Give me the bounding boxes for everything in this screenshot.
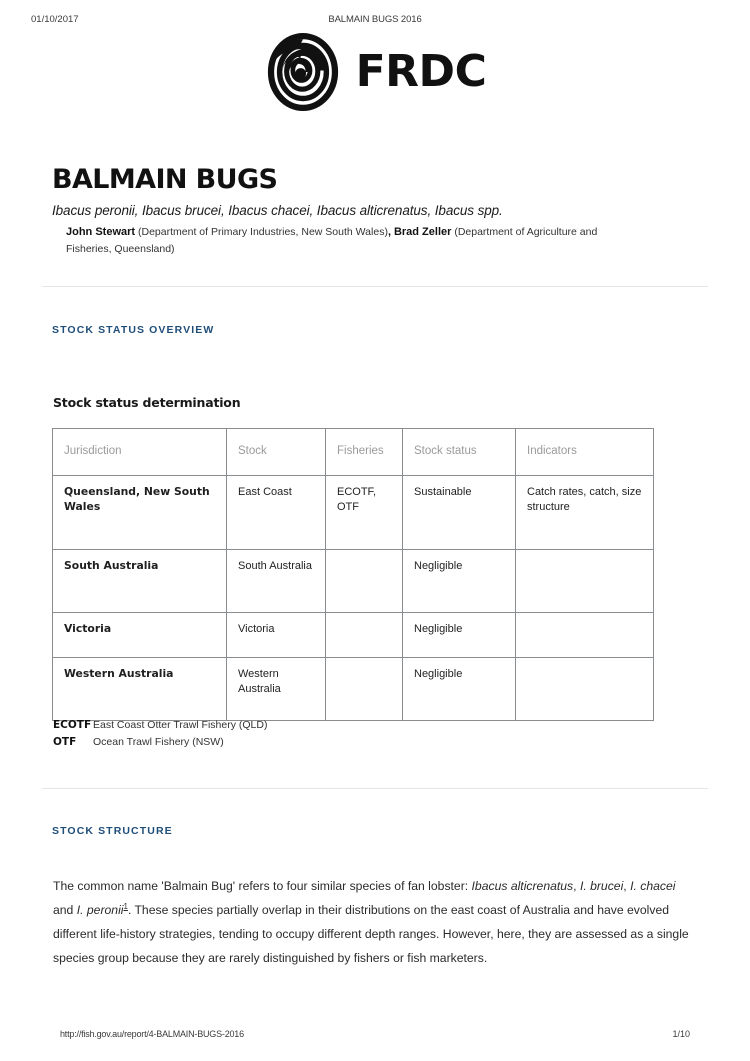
- table-row: [53, 476, 654, 550]
- author-list: [66, 224, 600, 257]
- cell-jurisdiction: South Australia: [53, 550, 227, 613]
- stock-structure-paragraph: [53, 875, 695, 970]
- column-header-fisheries: Fisheries: [326, 429, 403, 476]
- cell-fisheries: [326, 550, 403, 613]
- cell-jurisdiction: Queensland, New South Wales: [53, 476, 227, 550]
- cell-jurisdiction: Western Australia: [53, 658, 227, 721]
- print-header: [0, 14, 750, 28]
- cell-stock-status: Sustainable: [403, 476, 516, 550]
- paragraph-text-part-3: ,: [623, 879, 631, 894]
- abbreviation-value: East Coast Otter Trawl Fishery (QLD): [93, 719, 268, 731]
- author-separator: ,: [387, 226, 392, 238]
- paragraph-text-part-4: and: [53, 903, 77, 918]
- table-row: [53, 550, 654, 613]
- paragraph-text-part-1: The common name 'Balmain Bug' refers to four similar species of fan lobster:: [53, 879, 472, 894]
- cell-stock: Western Australia: [227, 658, 326, 721]
- species-name-1: Ibacus alticrenatus: [471, 879, 574, 894]
- cell-indicators: [516, 550, 654, 613]
- cell-jurisdiction: Victoria: [53, 613, 227, 658]
- cell-stock: East Coast: [227, 476, 326, 550]
- author-affiliation-2: (Department of Agriculture and Fisheries, Queensland): [66, 226, 598, 256]
- frdc-spiral-icon: [264, 33, 342, 111]
- cell-indicators: [516, 613, 654, 658]
- divider-bottom: [42, 788, 708, 789]
- species-subtitle: Ibacus peronii, Ibacus brucei, Ibacus chacei, Ibacus alticrenatus, Ibacus spp.: [52, 203, 503, 218]
- table-row: [53, 658, 654, 721]
- abbreviation-item: [53, 734, 267, 751]
- section-heading-stock-status-overview: STOCK STATUS OVERVIEW: [52, 324, 215, 336]
- page-title: BALMAIN BUGS: [52, 164, 278, 195]
- cell-stock: Victoria: [227, 613, 326, 658]
- cell-fisheries: [326, 613, 403, 658]
- print-date: 01/10/2017: [31, 14, 79, 25]
- author-name-2: Brad Zeller: [393, 226, 452, 238]
- print-footer: [0, 1029, 750, 1043]
- author-name-1: John Stewart: [66, 226, 136, 238]
- cell-stock-status: Negligible: [403, 658, 516, 721]
- column-header-indicators: Indicators: [516, 429, 654, 476]
- column-header-stock: Stock: [227, 429, 326, 476]
- column-header-stock-status: Stock status: [403, 429, 516, 476]
- footer-page-number: 1/10: [672, 1029, 690, 1039]
- species-name-2: I. brucei: [579, 879, 624, 894]
- stock-status-table: [52, 428, 654, 721]
- paragraph-text-part-2: ,: [573, 879, 580, 894]
- subheading-stock-status-determination: Stock status determination: [53, 395, 241, 410]
- footnote-reference[interactable]: 1: [123, 901, 128, 911]
- column-header-jurisdiction: Jurisdiction: [53, 429, 227, 476]
- species-name-3: I. chacei: [630, 879, 676, 894]
- section-heading-stock-structure: STOCK STRUCTURE: [52, 825, 173, 837]
- divider-top: [42, 286, 708, 287]
- abbreviation-value: Ocean Trawl Fishery (NSW): [93, 736, 224, 748]
- cell-fisheries: ECOTF, OTF: [326, 476, 403, 550]
- abbreviation-key: OTF: [53, 736, 77, 748]
- cell-stock: South Australia: [227, 550, 326, 613]
- cell-fisheries: [326, 658, 403, 721]
- table-row: [53, 613, 654, 658]
- frdc-logo: [0, 31, 750, 113]
- cell-stock-status: Negligible: [403, 613, 516, 658]
- abbreviation-key: ECOTF: [53, 719, 92, 731]
- table-header-row: [53, 429, 654, 476]
- cell-stock-status: Negligible: [403, 550, 516, 613]
- print-document-title: BALMAIN BUGS 2016: [328, 14, 422, 25]
- abbreviation-item: [53, 717, 267, 734]
- abbreviation-legend: [53, 717, 267, 751]
- frdc-wordmark: FRDC: [355, 46, 487, 97]
- cell-indicators: Catch rates, catch, size structure: [516, 476, 654, 550]
- paragraph-text-part-5: . These species partially overlap in their distributions on the east coast of Australia and have evolved different life-history strategies, tending to occupy different depth ranges. However, here, they are assessed as a single species group because they are rarely distinguished by fishers or fish marketers.: [53, 903, 689, 965]
- species-name-4: I. peronii: [76, 903, 124, 918]
- author-affiliation-1: (Department of Primary Industries, New South Wales): [138, 226, 388, 238]
- footer-source-url: http://fish.gov.au/report/4-BALMAIN-BUGS-2016: [60, 1029, 244, 1039]
- cell-indicators: [516, 658, 654, 721]
